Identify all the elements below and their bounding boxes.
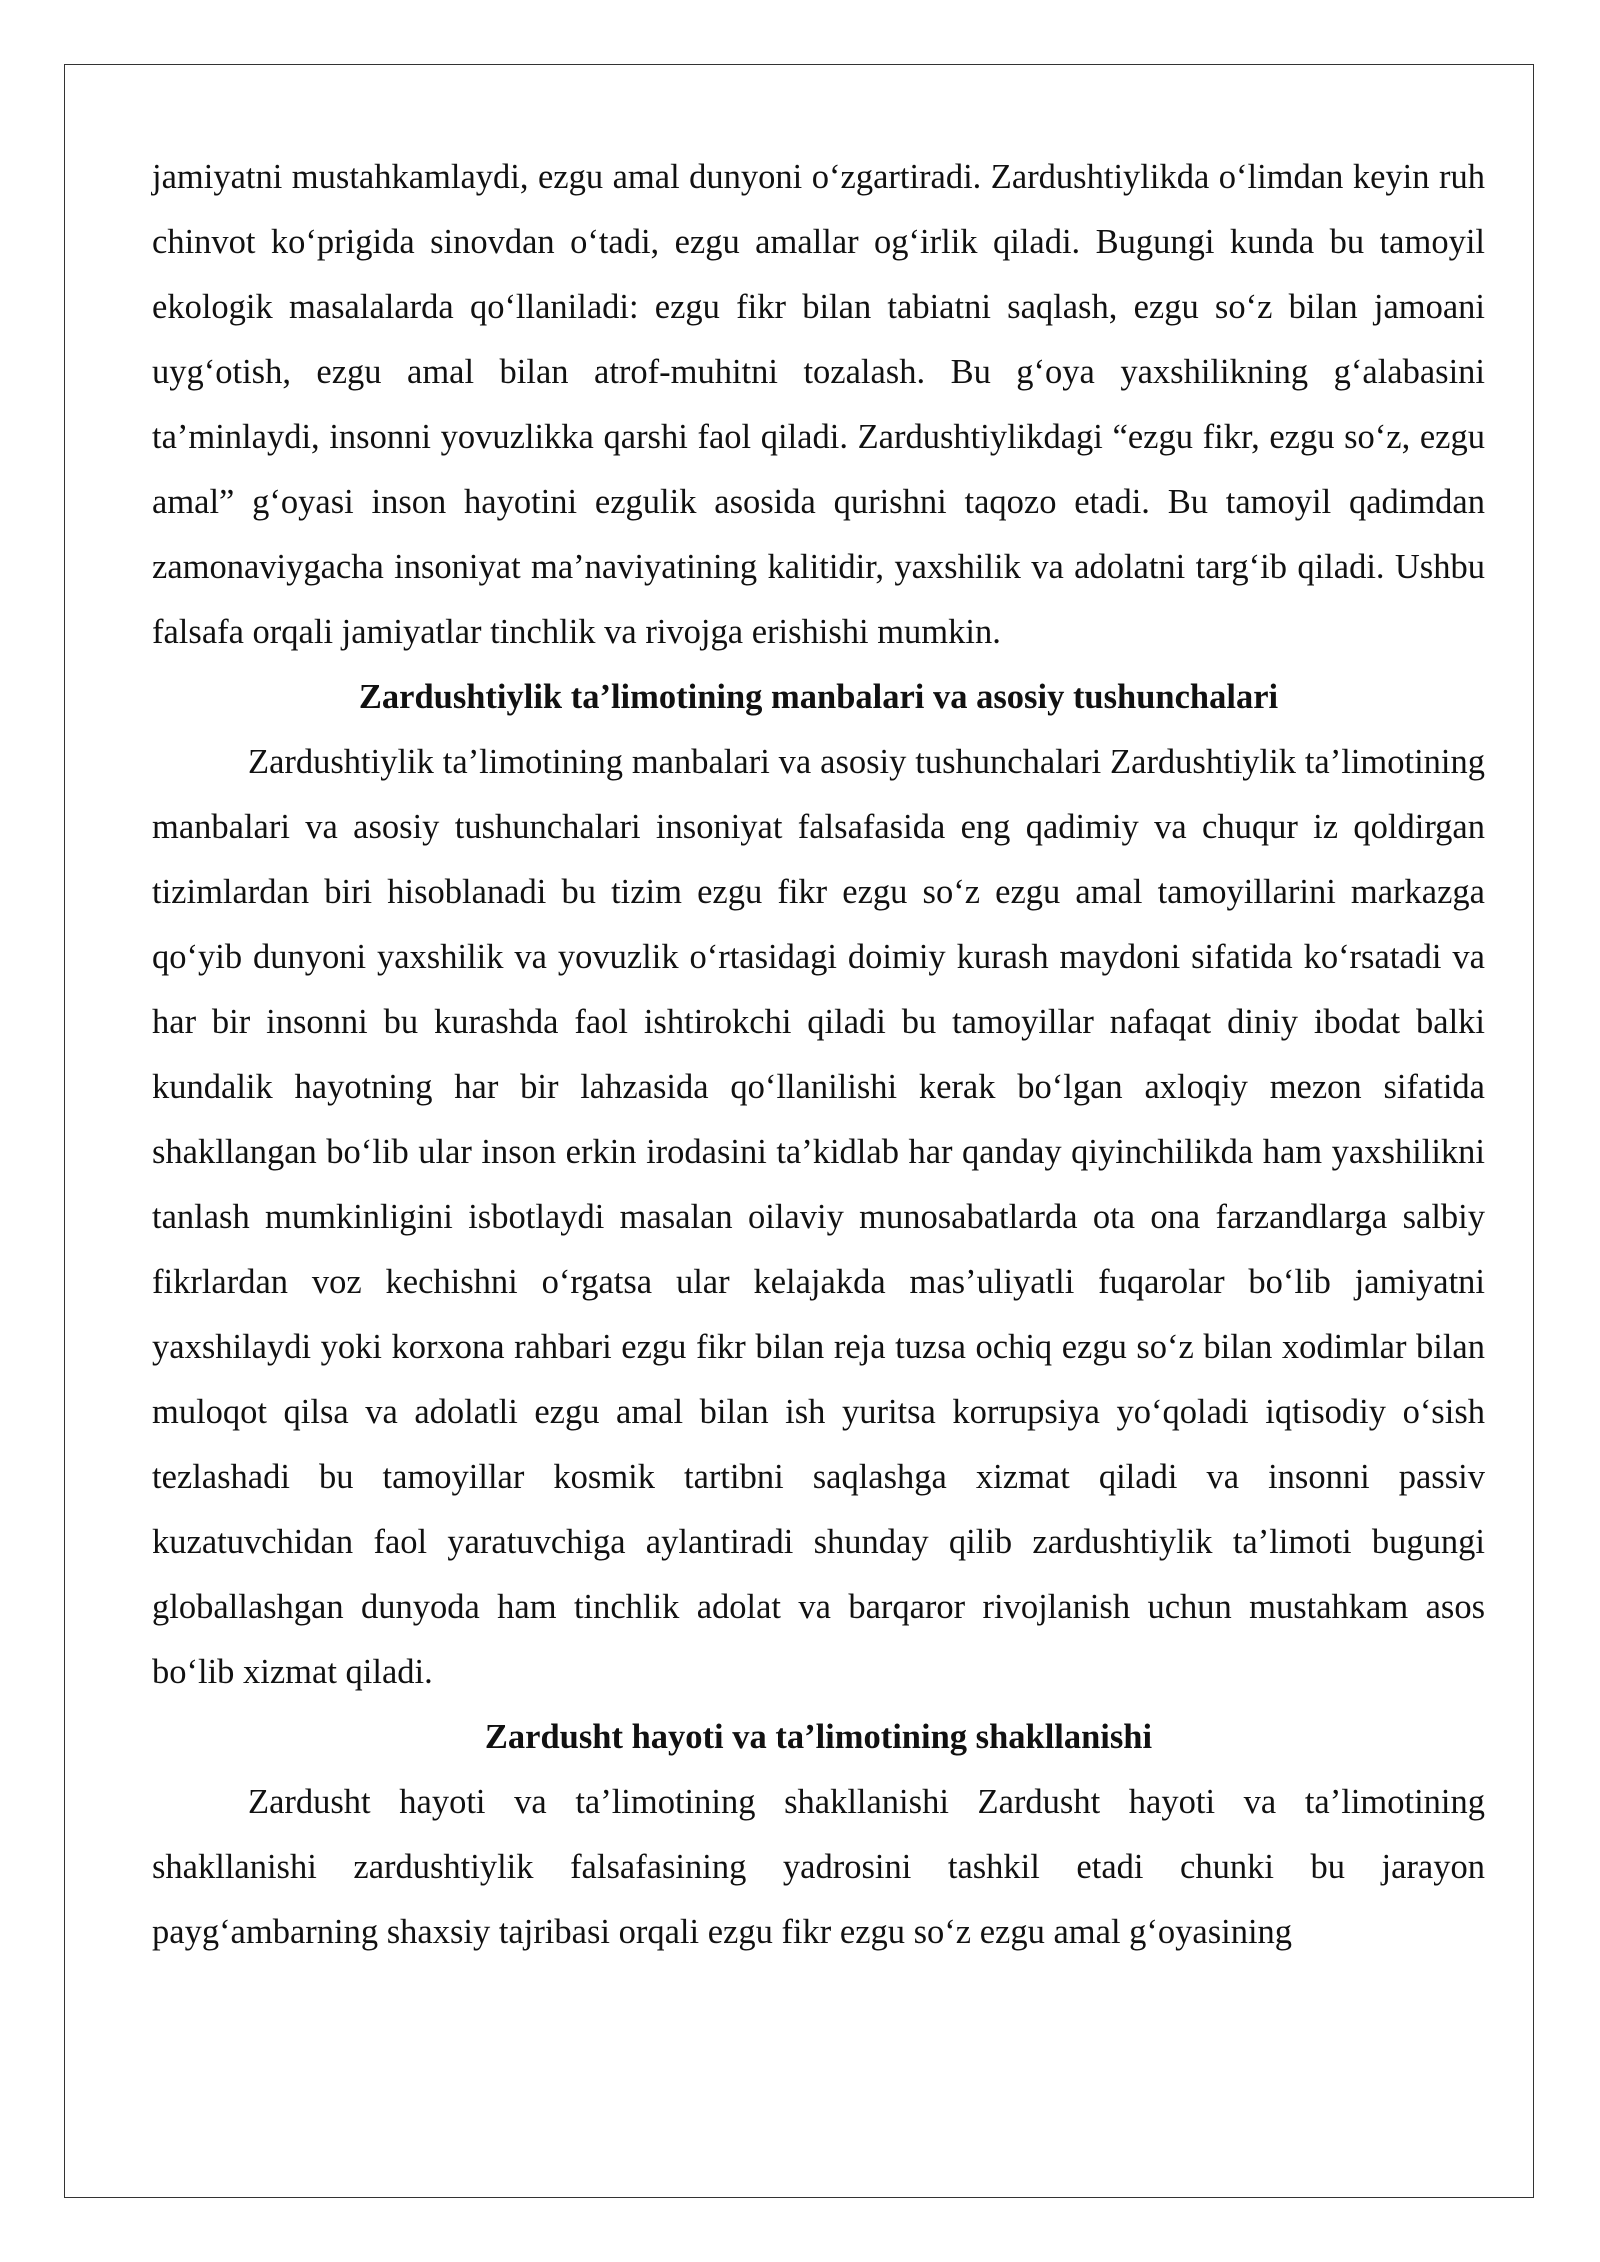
paragraph-sources: Zardushtiylik ta’limotining manbalari va asosiy tushunchalari Zardushtiylik ta’limotining manbalari va asosiy tushunchalari insoniyat falsafasida eng qadimiy va chuqur iz qoldirgan tizimlardan biri hisoblanadi bu tizim ezgu fikr ezgu so‘z ezgu amal tamoyillarini markazga qo‘yib dunyoni yaxshilik va yovuzlik o‘rtasidagi doimiy kurash maydoni sifatida ko‘rsatadi va har bir insonni bu kurashda faol ishtirokchi qiladi bu tamoyillar nafaqat diniy ibodat balki kundalik hayotning har bir lahzasida qo‘llanilishi kerak bo‘lgan axloqiy mezon sifatida shakllangan bo‘lib ular inson erkin irodasini ta’kidlab har qanday qiyinchilikda ham yaxshilikni tanlash mumkinligini isbotlaydi masalan oilaviy munosabatlarda ota ona farzandlarga salbiy fikrlardan voz kechishni o‘rgatsa ular kelajakda mas’uliyatli fuqarolar bo‘lib jamiyatni yaxshilaydi yoki korxona rahbari ezgu fikr bilan reja tuzsa ochiq ezgu so‘z bilan xodimlar bilan muloqot qilsa va adolatli ezgu amal bilan ish yuritsa korrupsiya yo‘qoladi iqtisodiy o‘sish tezlashadi bu tamoyillar kosmik tartibni saqlashga xizmat qiladi va insonni passiv kuzatuvchidan faol yaratuvchiga aylantiradi shunday qilib zardushtiylik ta’limoti bugungi globallashgan dunyoda ham tinchlik adolat va barqaror rivojlanish uchun mustahkam asos bo‘lib xizmat qiladi. bbox=[152, 743, 1485, 1691]
section-heading-sources: Zardushtiylik ta’limotining manbalari va asosiy tushunchalari bbox=[358, 678, 1279, 716]
document-body bbox=[152, 145, 1485, 1965]
paragraph-continuation: jamiyatni mustahkamlaydi, ezgu amal dunyoni o‘zgartiradi. Zardushtiylikda o‘limdan keyin ruh chinvot ko‘prigida sinovdan o‘tadi, ezgu amallar og‘irlik qiladi. Bugungi kunda bu tamoyil ekologik masalalarda qo‘llaniladi: ezgu fikr bilan tabiatni saqlash, ezgu so‘z bilan jamoani uyg‘otish, ezgu amal bilan atrof-muhitni tozalash. Bu g‘oya yaxshilikning g‘alabasini ta’minlaydi, insonni yovuzlikka qarshi faol qiladi. Zardushtiylikdagi “ezgu fikr, ezgu so‘z, ezgu amal” g‘oyasi inson hayotini ezgulik asosida qurishni taqozo etadi. Bu tamoyil qadimdan zamonaviygacha insoniyat ma’naviyatining kalitidir, yaxshilik va adolatni targ‘ib qiladi. Ushbu falsafa orqali jamiyatlar tinchlik va rivojga erishishi mumkin. bbox=[152, 158, 1485, 651]
section-heading-life: Zardusht hayoti va ta’limotining shakllanishi bbox=[484, 1718, 1153, 1756]
paragraph-life: Zardusht hayoti va ta’limotining shakllanishi Zardusht hayoti va ta’limotining shakllanishi zardushtiylik falsafasining yadrosini tashkil etadi chunki bu jarayon payg‘ambarning shaxsiy tajribasi orqali ezgu fikr ezgu so‘z ezgu amal g‘oyasining bbox=[152, 1783, 1485, 1951]
